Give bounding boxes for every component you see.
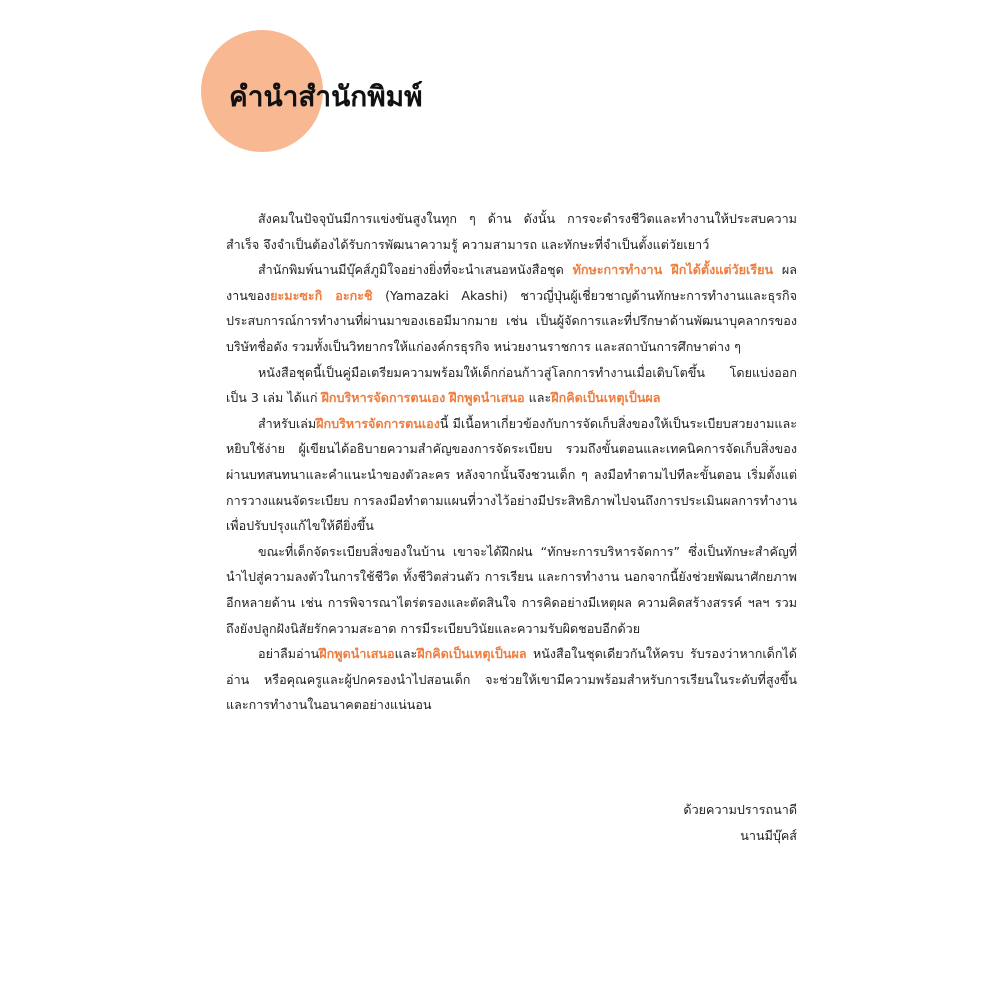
paragraph-text: (Yamazaki Akashi) ชาวญี่ปุ่นผู้เชี่ยวชาญด้านทักษะการทำงานและธุรกิจ ประสบการณ์การทำงานที่ผ่านมาของเธอมีมากมาย เช่น เป็นผู้จัดการและที่ปรึกษาด้านพัฒนาบุคลากรของบริษัทชื่อดัง รวมทั้งเป็นวิทยากรให้แก่องค์กรธุรกิจ หน่วยงานราชการ และสถาบันการศึกษาต่าง ๆ [226,287,797,354]
highlighted-book-title: ฝึกคิดเป็นเหตุเป็นผล [551,390,661,406]
highlighted-book-title: ฝึกพูดนำเสนอ [319,646,395,662]
highlighted-book-title: ฝึกบริหารจัดการตนเอง [321,390,446,406]
preface-paragraph-5 [226,539,797,641]
highlighted-book-title: ฝึกพูดนำเสนอ [449,390,525,406]
paragraph-text: ผลงานของ [226,262,797,303]
preface-body [226,206,797,718]
signoff-greeting: ด้วยความปรารถนาดี [683,802,797,817]
preface-paragraph-3 [226,360,797,411]
paragraph-text: อย่าลืมอ่าน [258,646,320,662]
preface-paragraph-6 [226,641,797,718]
paragraph-text: ขณะที่เด็กจัดระเบียบสิ่งของในบ้าน เขาจะได้ฝึกฝน “ทักษะการบริหารจัดการ” ซึ่งเป็นทักษะสำคัญที่นำไปสู่ความลงตัวในการใช้ชีวิต ทั้งชีวิตส่วนตัว การเรียน และการทำงาน นอกจากนี้ยังช่วยพัฒนาศักยภาพอีกหลายด้าน เช่น การพิจารณาไตร่ตรองและตัดสินใจ การคิดอย่างมีเหตุผล ความคิดสร้างสรรค์ ฯลฯ รวมถึงยังปลูกฝังนิสัยรักความสะอาด การมีระเบียบวินัยและความรับผิดชอบอีกด้วย [226,543,797,636]
paragraph-text: หนังสือในชุดเดียวกันให้ครบ รับรองว่าหากเด็กได้อ่าน หรือคุณครูและผู้ปกครองนำไปสอนเด็ก จะช่วยให้เขามีความพร้อมสำหรับการเรียนในระดับที่สูงขึ้นและการทำงานในอนาคตอย่างแน่นอน [226,646,797,713]
highlighted-book-title: ยะมะซะกิ อะกะชิ [270,287,373,303]
paragraph-text: หนังสือชุดนี้เป็นคู่มือเตรียมความพร้อมให้เด็กก่อนก้าวสู่โลกการทำงานเมื่อเติบโตขึ้น โดยแบ่งออกเป็น 3 เล่ม ได้แก่ [226,364,797,406]
preface-paragraph-2 [226,257,797,359]
highlighted-book-title: ฝึกคิดเป็นเหตุเป็นผล [417,646,527,662]
signoff-publisher: นานมีบุ๊คส์ [740,828,797,843]
highlighted-book-title: ฝึกบริหารจัดการตนเอง [316,415,440,431]
paragraph-text: และ [524,390,552,406]
page-title: คำนำสำนักพิมพ์ [229,80,423,113]
preface-paragraph-1 [226,206,797,257]
paragraph-text: และ [394,646,418,662]
preface-paragraph-4 [226,411,797,539]
highlighted-book-title: ทักษะการทำงาน ฝึกได้ตั้งแต่วัยเรียน [572,262,774,278]
paragraph-text: สำนักพิมพ์นานมีบุ๊คส์ภูมิใจอย่างยิ่งที่จะนำเสนอหนังสือชุด [258,262,573,278]
paragraph-text: สำหรับเล่ม [258,415,317,431]
paragraph-text: สังคมในปัจจุบันมีการแข่งขันสูงในทุก ๆ ด้าน ดังนั้น การจะดำรงชีวิตและทำงานให้ประสบความสำเร็จ จึงจำเป็นต้องได้รับการพัฒนาความรู้ ความสามารถ และทักษะที่จำเป็นตั้งแต่วัยเยาว์ [226,211,797,252]
paragraph-text: นี้ มีเนื้อหาเกี่ยวข้องกับการจัดเก็บสิ่งของให้เป็นระเบียบสวยงามและหยิบใช้ง่าย ผู้เขียนได้อธิบายความสำคัญของการจัดระเบียบ รวมถึงขั้นตอนและเทคนิคการจัดเก็บสิ่งของผ่านบทสนทนาและคำแนะนำของตัวละคร หลังจากนั้นจึงชวนเด็ก ๆ ลงมือทำตามไปทีละขั้นตอน เริ่มตั้งแต่การวางแผนจัดระเบียบ การลงมือทำตามแผนที่วางไว้อย่างมีประสิทธิภาพไปจนถึงการประเมินผลการทำงานเพื่อปรับปรุงแก้ไขให้ดียิ่งขึ้น [226,415,797,534]
